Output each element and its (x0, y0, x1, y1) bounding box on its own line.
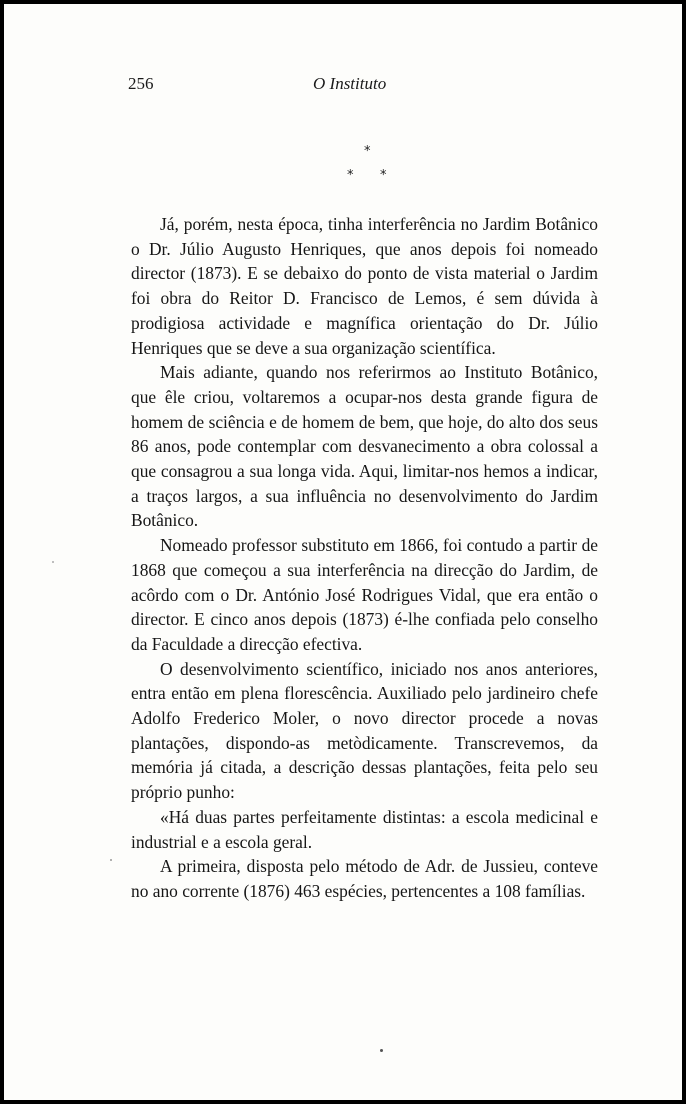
asterism-star: * (380, 168, 387, 183)
paragraph: Mais adiante, quando nos referirmos ao Instituto Botânico, que êle criou, voltaremos a ocupar-nos desta grande figura de homem de sciência e de homem de bem, que hoje, do alto dos seus 86 anos, pode contemplar com desvanecimento a obra colossal a que consagrou a sua longa vida. Aqui, limitar-nos hemos a indicar, a traços largos, a sua influência no desenvolvimento do Jardim Botânico. (131, 362, 598, 531)
paragraph: O desenvolvimento scientífico, iniciado nos anos anteriores, entra então em plena florescência. Auxiliado pelo jardineiro chefe Adolfo Frederico Moler, o novo director procede a novas plantações, dispondo-as metòdicamente. Transcrevemos, da memória já citada, a descrição dessas plantações, feita pelo seu próprio punho: (131, 658, 598, 803)
asterism-star: * (347, 168, 354, 183)
book-page (4, 4, 682, 1100)
body-text (131, 212, 598, 904)
paragraph: Já, porém, nesta época, tinha interferência no Jardim Botânico o Dr. Júlio Augusto Henriques, que anos depois foi nomeado director (1873). E se debaixo do ponto de vista material o Jardim foi obra do Reitor D. Francisco de Lemos, é sem dúvida à prodigiosa actividade e magnífica orientação do Dr. Júlio Henriques que se deve a sua organização scientífica. (131, 214, 598, 358)
section-asterism (342, 144, 402, 186)
paper-speck (110, 859, 112, 861)
running-title: O Instituto (313, 74, 387, 93)
paper-speck (380, 1049, 383, 1052)
paper-speck (52, 561, 54, 563)
paragraph: A primeira, disposta pelo método de Adr. de Jussieu, conteve no ano corrente (1876) 463 espécies, pertencentes a 108 famílias. (131, 856, 598, 901)
paragraph: «Há duas partes perfeitamente distintas: a escola medicinal e industrial e a escola geral. (131, 806, 598, 852)
asterism-star: * (364, 144, 371, 159)
page-header (4, 74, 682, 98)
paragraph: Nomeado professor substituto em 1866, foi contudo a partir de 1868 que começou a sua interferência na direcção do Jardim, de acôrdo com o Dr. António José Rodrigues Vidal, que era então o director. E cinco anos depois (1873) é-lhe confiada pelo conselho da Faculdade a direcção efectiva. (131, 535, 598, 654)
page-number: 256 (128, 74, 154, 93)
